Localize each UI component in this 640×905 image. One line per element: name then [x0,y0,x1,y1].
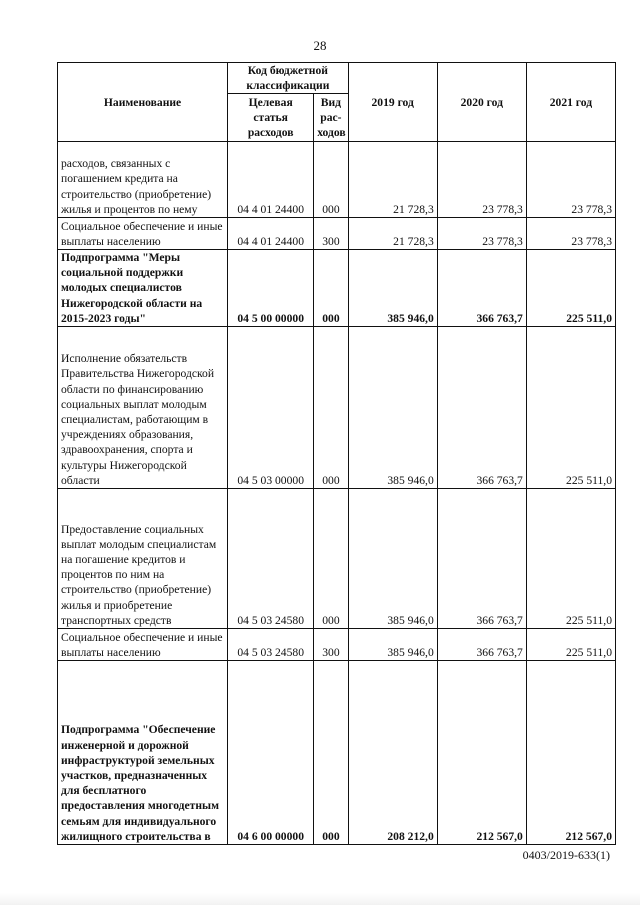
row-2020: 23 778,3 [437,218,526,250]
table-row [58,142,616,218]
row-code: 04 4 01 24400 [228,142,314,218]
row-type: 000 [314,661,348,845]
scan-edge [0,893,640,905]
header-2020: 2020 год [437,63,526,142]
row-type: 000 [314,142,348,218]
row-type: 000 [314,327,348,489]
row-2021: 23 778,3 [526,142,615,218]
row-2021: 225 511,0 [526,250,615,327]
row-2019: 385 946,0 [348,327,437,489]
row-2021: 212 567,0 [526,661,615,845]
header-2021: 2021 год [526,63,615,142]
row-name: Социальное обеспечение и иные выплаты населению [58,629,228,661]
row-name: расходов, связанных с погашением кредита на строительство (приобретение) жилья и процентов по нему [58,142,228,218]
row-type: 300 [314,218,348,250]
row-2021: 225 511,0 [526,629,615,661]
header-classification: Код бюджетной классификации [228,63,349,94]
row-2020: 366 763,7 [437,629,526,661]
row-2019: 385 946,0 [348,629,437,661]
table-row [58,489,616,629]
row-name: Предоставление социальных выплат молодым специалистам на погашение кредитов и процентов по ним на строительство (приобретение) жилья и приобретение транспортных средств [58,489,228,629]
row-2020: 366 763,7 [437,250,526,327]
row-code: 04 4 01 24400 [228,218,314,250]
header-name: Наименование [58,63,228,142]
row-2019: 385 946,0 [348,489,437,629]
table-row [58,629,616,661]
row-2021: 23 778,3 [526,218,615,250]
row-2020: 23 778,3 [437,142,526,218]
row-2021: 225 511,0 [526,489,615,629]
row-name: Социальное обеспечение и иные выплаты населению [58,218,228,250]
row-type: 000 [314,250,348,327]
row-name: Подпрограмма "Обеспечение инженерной и дорожной инфраструктурой земельных участков, предназначенных для бесплатного предоставления многодетным семьям для индивидуального жилищного строительства в [58,661,228,845]
table-row [58,327,616,489]
row-type: 300 [314,629,348,661]
row-code: 04 5 03 00000 [228,327,314,489]
row-code: 04 6 00 00000 [228,661,314,845]
document-code: 0403/2019-633(1) [522,848,610,862]
row-2019: 21 728,3 [348,142,437,218]
row-2019: 385 946,0 [348,250,437,327]
row-code: 04 5 00 00000 [228,250,314,327]
table-row [58,661,616,845]
row-name: Исполнение обязательств Правительства Нижегородской области по финансированию социальных выплат молодым специалистам, работающим в учреждениях образования, здравоохранения, спорта и культуры Нижегородской области [58,327,228,489]
header-target: Целевая статья расходов [228,94,314,142]
row-code: 04 5 03 24580 [228,489,314,629]
row-2020: 366 763,7 [437,489,526,629]
budget-table [57,62,616,845]
page-number: 28 [313,38,327,53]
header-2019: 2019 год [348,63,437,142]
table-row [58,250,616,327]
row-2020: 212 567,0 [437,661,526,845]
table-row [58,218,616,250]
row-2021: 225 511,0 [526,327,615,489]
row-2019: 21 728,3 [348,218,437,250]
row-2019: 208 212,0 [348,661,437,845]
row-code: 04 5 03 24580 [228,629,314,661]
header-type: Вид рас-ходов [314,94,348,142]
row-type: 000 [314,489,348,629]
row-name: Подпрограмма "Меры социальной поддержки молодых специалистов Нижегородской области на 2015-2023 годы" [58,250,228,327]
row-2020: 366 763,7 [437,327,526,489]
